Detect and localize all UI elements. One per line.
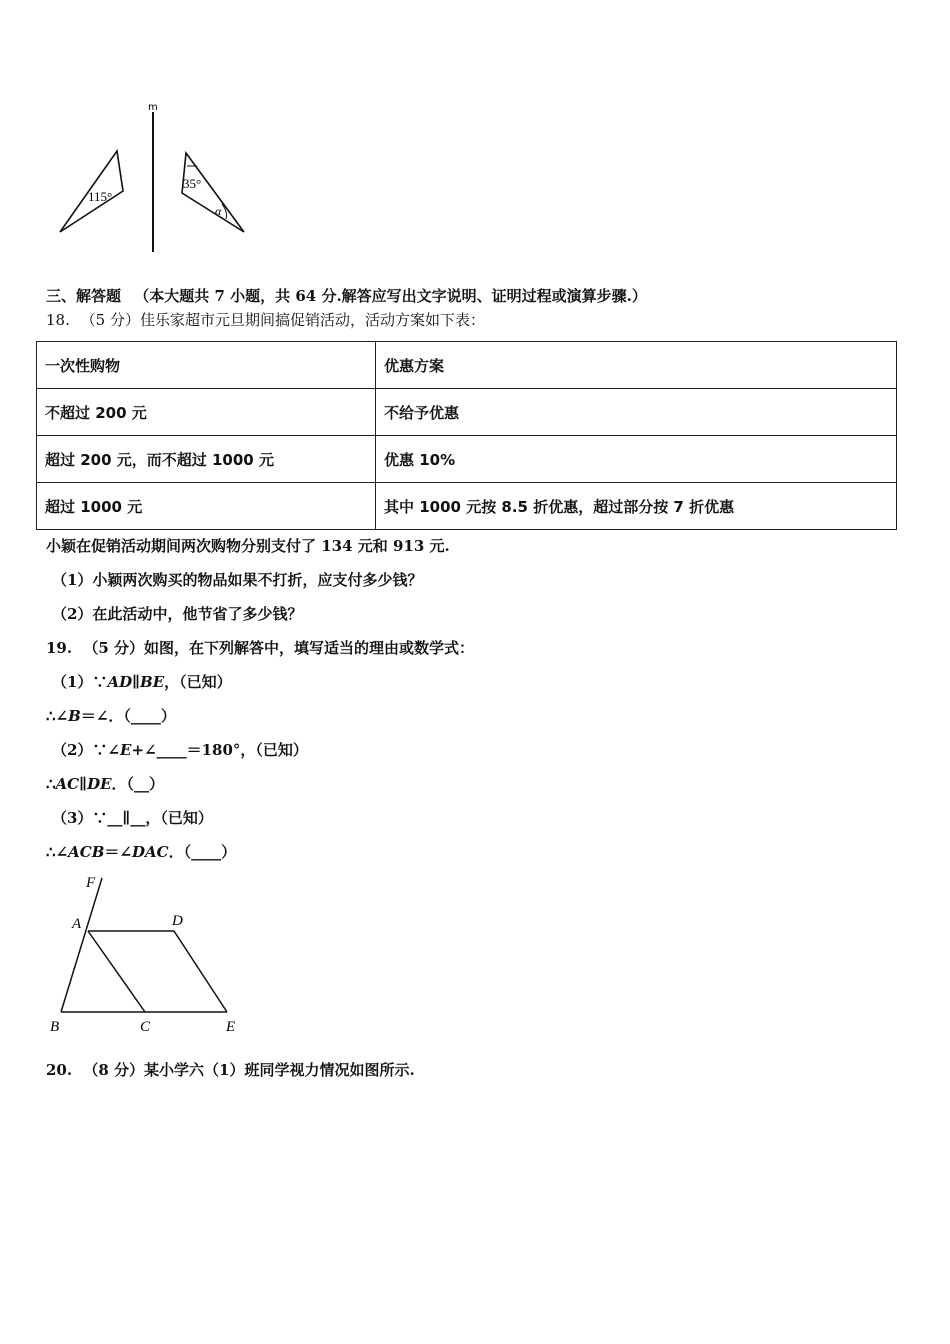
q19-intro-text: 如图，在下列解答中，填写适当的理由或数学式：: [144, 639, 475, 657]
q19-line3-math: E: [120, 741, 132, 759]
q19-line6-pre: ∴∠: [46, 843, 69, 861]
q19-line2: [46, 706, 176, 726]
q19-line2-pre: ∴∠: [46, 707, 69, 725]
q19-line5: （3）∵__∥__，（已知）: [52, 809, 213, 827]
label-E: E: [226, 1019, 236, 1035]
q19-line4-math: AC∥DE: [55, 775, 112, 793]
q19-line6-math1: ACB: [68, 843, 105, 861]
angle-alpha-label: α: [215, 204, 222, 218]
label-B: B: [50, 1019, 60, 1035]
q19-line3-pre: （2）∵∠: [52, 741, 121, 759]
q19-line6: [46, 842, 236, 862]
table-row: [37, 483, 897, 530]
q19-number: 19.: [46, 639, 73, 657]
q18-number: 18.: [46, 311, 70, 329]
segment-DE: [174, 931, 227, 1012]
q19-score: （5 分）: [83, 639, 145, 657]
q19-line2-math: B: [68, 707, 81, 725]
label-C: C: [140, 1019, 151, 1035]
angle-35-label: 35°: [183, 176, 202, 191]
q19-line4: [46, 774, 164, 794]
table-cell: 其中 1000 元按 8.5 折优惠，超过部分按 7 折优惠: [376, 483, 897, 530]
table-header-cell: 优惠方案: [376, 342, 897, 389]
table-cell: 超过 1000 元: [37, 483, 376, 530]
q19-line1: [52, 672, 232, 692]
angle-115-label: 115°: [88, 189, 113, 204]
q20-score: （8 分）: [83, 1061, 145, 1079]
mirror-triangles-figure: [50, 98, 260, 258]
q19-line4-pre: ∴: [46, 775, 56, 793]
table-cell: 超过 200 元，而不超过 1000 元: [37, 436, 376, 483]
section-3-heading: [46, 286, 647, 306]
q18-intro: [46, 310, 485, 330]
q18-statement: 小颖在促销活动期间两次购物分别支付了 134 元和 913 元.: [46, 537, 450, 555]
label-D: D: [172, 913, 183, 929]
segment-BF: [61, 878, 102, 1012]
q19-line3: [52, 740, 308, 760]
line-m-label: m: [148, 102, 158, 113]
q20-line: [46, 1060, 415, 1080]
table-cell: 不给予优惠: [376, 389, 897, 436]
q19-line6-mid: ＝∠: [104, 843, 132, 861]
q19-line6-post: ．（____）: [168, 843, 237, 861]
q19-line1-pre: （1）∵: [52, 673, 108, 691]
q18-score: （5 分）: [80, 311, 140, 329]
q19-line4-post: ．（__）: [111, 775, 165, 793]
section-3-note: （本大题共 7 小题，共 64 分.解答应写出文字说明、证明过程或演算步骤.）: [134, 287, 647, 305]
q19-intro: [46, 638, 474, 658]
q18-intro-text: 佳乐家超市元旦期间搞促销活动，活动方案如下表：: [139, 311, 485, 329]
right-triangle: [182, 153, 244, 232]
q18-sub1: （1）小颖两次购买的物品如果不打折，应支付多少钱？: [52, 571, 423, 589]
table-cell: 不超过 200 元: [37, 389, 376, 436]
segment-AC: [88, 931, 145, 1012]
q18-sub2: （2）在此活动中，他节省了多少钱？: [52, 605, 303, 623]
table-header-cell: 一次性购物: [37, 342, 376, 389]
q20-text: 某小学六（1）班同学视力情况如图所示.: [144, 1061, 415, 1079]
q19-line6-math2: DAC: [131, 843, 169, 861]
label-A: A: [72, 916, 82, 932]
table-row: [37, 436, 897, 483]
q19-line1-post: ，（已知）: [164, 673, 232, 691]
q19-line1-math: AD∥BE: [107, 673, 165, 691]
label-F: F: [86, 875, 96, 891]
table-header-row: [37, 342, 897, 389]
table-cell: 优惠 10%: [376, 436, 897, 483]
q19-line2-post: ＝∠．（____）: [80, 707, 176, 725]
table-row: [37, 389, 897, 436]
section-3-title: 三、解答题: [46, 287, 122, 305]
parallel-lines-figure: [40, 870, 260, 1040]
promo-table: [36, 341, 897, 530]
q20-number: 20.: [46, 1061, 73, 1079]
q19-line3-post: +∠____＝180°，（已知）: [131, 741, 308, 759]
